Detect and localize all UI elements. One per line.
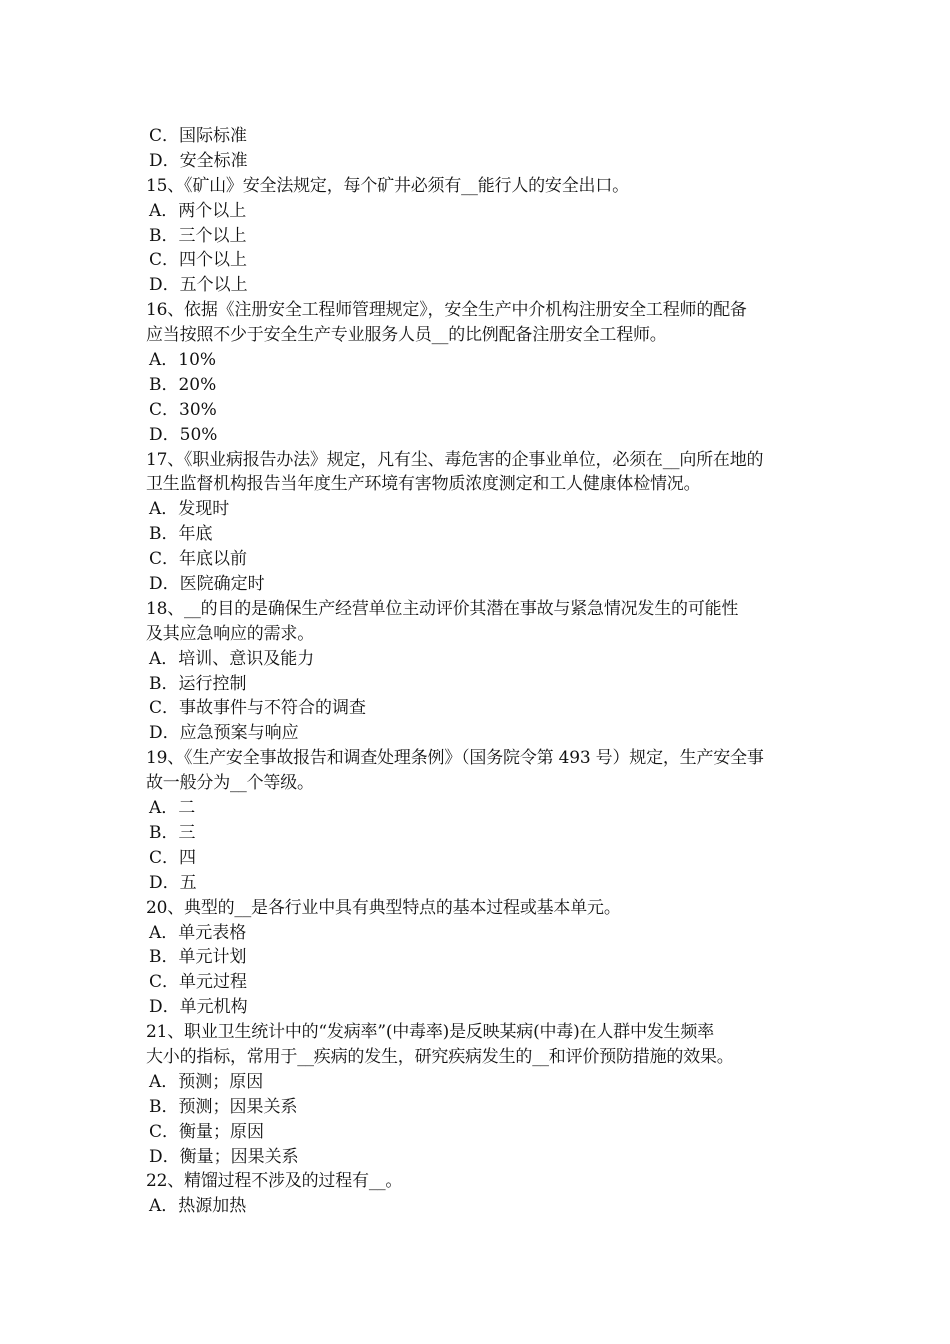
answer-option: C．单元过程: [149, 972, 248, 993]
answer-option: D．医院确定时: [149, 574, 265, 595]
answer-option: A．单元表格: [149, 922, 247, 943]
answer-option: D．50%: [149, 424, 218, 445]
answer-option: C．衡量；原因: [149, 1121, 265, 1142]
question-text: 19、《生产安全事故报告和调查处理条例》（国务院令第 493 号）规定，生产安全事: [146, 748, 764, 769]
question-text: 故一般分为__个等级。: [146, 773, 314, 794]
answer-option: C．30%: [149, 399, 217, 420]
answer-option: A．热源加热: [149, 1196, 247, 1217]
question-text: 大小的指标，常用于__疾病的发生，研究疾病发生的__和评价预防措施的效果。: [146, 1046, 734, 1067]
question-text: 15、《矿山》安全法规定，每个矿井必须有__能行人的安全出口。: [146, 175, 629, 196]
answer-option: C．事故事件与不符合的调查: [149, 698, 367, 719]
question-text: 卫生监督机构报告当年度生产环境有害物质浓度测定和工人健康体检情况。: [146, 474, 701, 495]
question-text: 21、职业卫生统计中的“发病率”(中毒率)是反映某病(中毒)在人群中发生频率: [146, 1022, 714, 1043]
question-text: 17、《职业病报告办法》规定，凡有尘、毒危害的企事业单位，必须在__向所在地的: [146, 449, 764, 470]
answer-option: A．预测；原因: [149, 1071, 264, 1092]
answer-option: C．四个以上: [149, 250, 248, 271]
answer-option: C．四: [149, 847, 197, 868]
answer-option: A．二: [149, 798, 196, 819]
answer-option: A．10%: [149, 350, 217, 371]
answer-option: D．五个以上: [149, 275, 248, 296]
answer-option: D．衡量；因果关系: [149, 1146, 299, 1167]
answer-option: B．三: [149, 822, 196, 843]
answer-option: B．年底: [149, 524, 213, 545]
question-text: 22、精馏过程不涉及的过程有__。: [146, 1171, 403, 1192]
question-text: 及其应急响应的需求。: [146, 623, 314, 644]
answer-option: C．年底以前: [149, 549, 248, 570]
answer-option: A．两个以上: [149, 200, 247, 221]
answer-option: B．单元计划: [149, 947, 247, 968]
answer-option: B．预测；因果关系: [149, 1096, 298, 1117]
question-text: 18、__的目的是确保生产经营单位主动评价其潜在事故与紧急情况发生的可能性: [146, 598, 739, 619]
answer-option: B．运行控制: [149, 673, 247, 694]
question-text: 16、依据《注册安全工程师管理规定》，安全生产中介机构注册安全工程师的配备: [146, 300, 747, 321]
answer-option: D．五: [149, 872, 197, 893]
answer-option: D．安全标准: [149, 150, 248, 171]
answer-option: B．三个以上: [149, 225, 247, 246]
answer-option: C．国际标准: [149, 126, 248, 146]
answer-option: D．单元机构: [149, 997, 248, 1018]
answer-option: A．发现时: [149, 499, 230, 520]
question-text: 20、典型的__是各行业中具有典型特点的基本过程或基本单元。: [146, 897, 621, 918]
answer-option: B．20%: [149, 374, 217, 395]
answer-option: A．培训、意识及能力: [149, 648, 315, 669]
question-text: 应当按照不少于安全生产专业服务人员__的比例配备注册安全工程师。: [146, 325, 667, 346]
exam-question-list: [146, 124, 816, 1219]
answer-option: D．应急预案与响应: [149, 723, 299, 744]
